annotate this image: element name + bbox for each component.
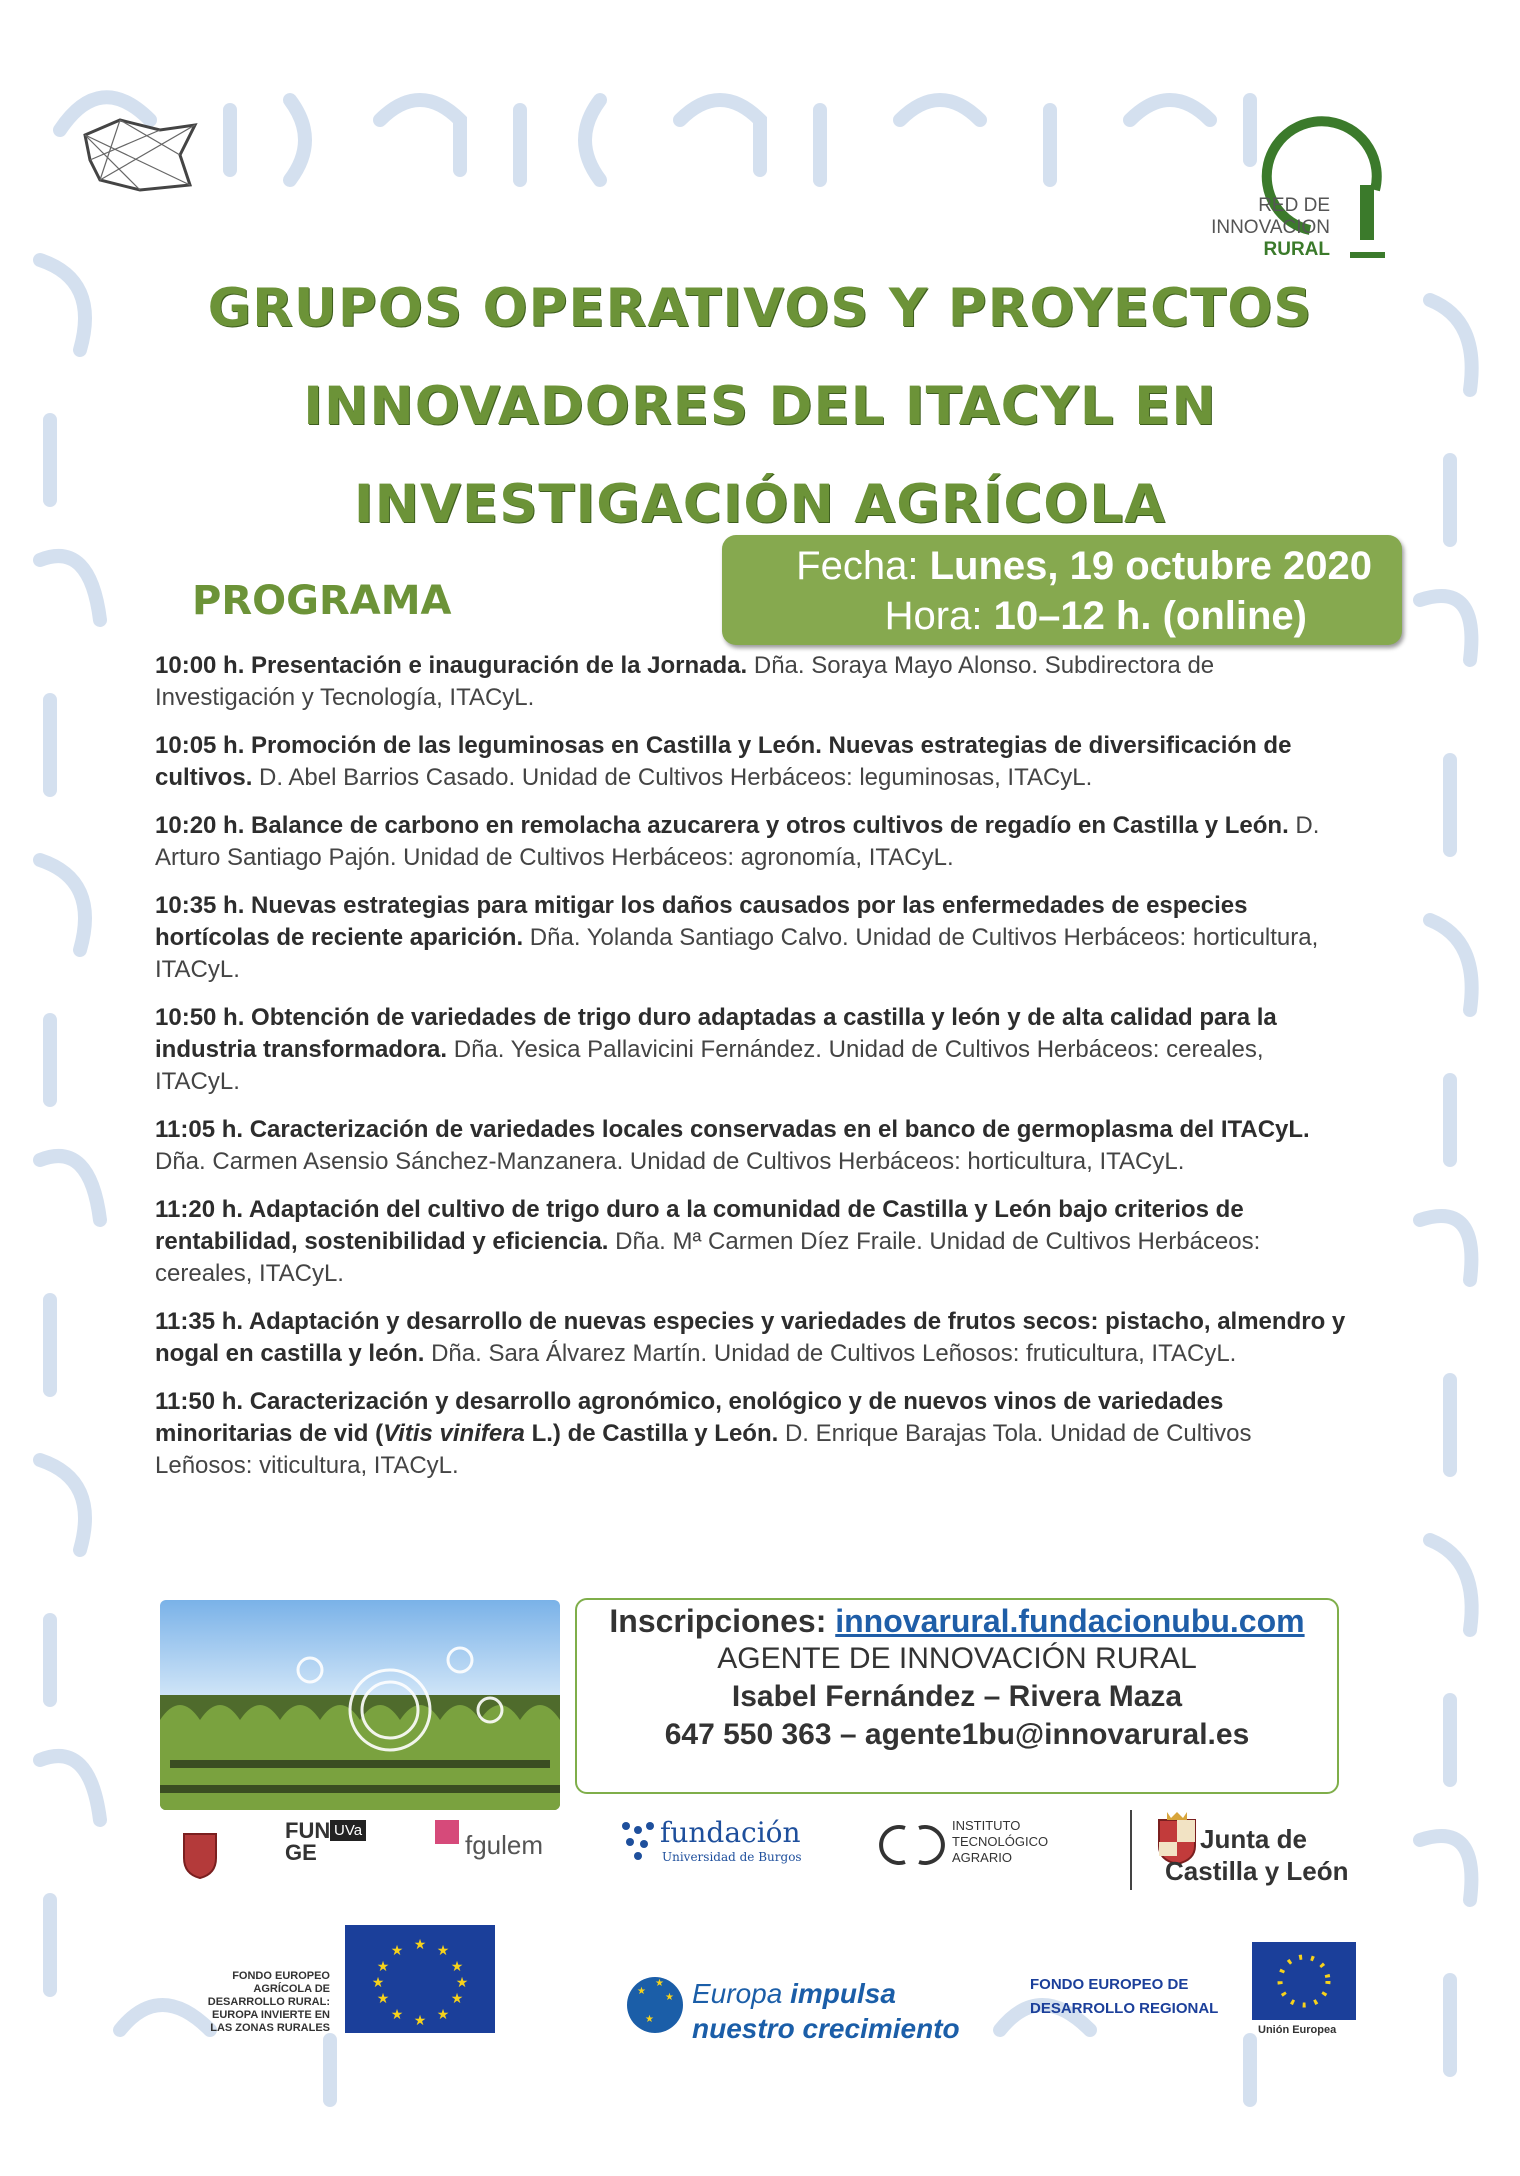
program-item <box>155 810 1355 874</box>
program-item-last <box>155 1386 1355 1482</box>
time-label: Hora: <box>884 594 983 638</box>
fundacion-dots-icon <box>620 1820 656 1860</box>
svg-text:★: ★ <box>376 1958 390 1974</box>
svg-text:★: ★ <box>450 1990 464 2006</box>
impulsa-word: impulsa <box>790 1978 896 2009</box>
feader-line: AGRÍCOLA DE <box>253 1983 330 1995</box>
europa-word: Europa <box>692 1978 783 2009</box>
europa-line-1 <box>692 1978 896 2010</box>
agent-phone-email: 647 550 363 – agente1bu@innovarural.es <box>664 1718 1250 1751</box>
date-line <box>722 541 1402 591</box>
agent-name: Isabel Fernández – Rivera Maza <box>731 1680 1183 1713</box>
feader-line: LAS ZONAS RURALES <box>210 2022 330 2034</box>
agent-role: AGENTE DE INNOVACIÓN RURAL <box>717 1642 1197 1675</box>
item-title: 10:50 h. Obtención de variedades de trigo duro adaptadas a castilla y león y de alta calidad para la industria transformadora. <box>155 1004 1277 1063</box>
sponsor-logos <box>180 1810 1360 1920</box>
title-line-3: INVESTIGACIÓN AGRÍCOLA <box>353 474 1167 535</box>
time-line <box>722 591 1402 641</box>
fgulem-square-icon <box>435 1820 459 1844</box>
svg-text:★: ★ <box>665 1992 674 2003</box>
itacyl-line-2: TECNOLÓGICO <box>952 1834 1049 1849</box>
svg-text:★: ★ <box>371 1974 385 1990</box>
europa-impulsa-icon <box>625 1970 685 2040</box>
date-label: Fecha: <box>796 544 919 588</box>
funge-top: FUN <box>285 1818 331 1843</box>
eu-flag-icon <box>345 1925 495 2033</box>
uva-logo: UVa <box>330 1820 366 1841</box>
europa-line-2: nuestro crecimiento <box>692 2013 960 2044</box>
item-title: 10:00 h. Presentación e inauguración de la Jornada. <box>155 652 748 679</box>
program-item <box>155 730 1355 794</box>
svg-text:★: ★ <box>637 1986 646 1997</box>
item-title: 11:20 h. Adaptación del cultivo de trigo duro a la comunidad de Castilla y León bajo criterios de rentabilidad, sostenibilidad y eficiencia. <box>155 1196 1244 1255</box>
feader-line: FONDO EUROPEO <box>232 1970 330 1982</box>
registration-line <box>577 1602 1337 1640</box>
feder-line-1: FONDO EUROPEO DE <box>1030 1976 1189 1993</box>
university-seal-icon <box>180 1830 220 1880</box>
red-innovacion-rural-text <box>1211 195 1330 261</box>
program-item <box>155 1306 1355 1370</box>
junta-line-2: Castilla y León <box>1165 1856 1349 1886</box>
itacyl-line-1: INSTITUTO <box>952 1818 1021 1833</box>
title-line-2: INNOVADORES DEL ITACYL EN <box>303 376 1217 437</box>
item-title-italic: Vitis vinifera <box>383 1420 525 1447</box>
page-title <box>140 260 1380 554</box>
fundacion-logo: fundación <box>660 1816 801 1849</box>
programa-heading: PROGRAMA <box>192 578 452 624</box>
title-line-1: GRUPOS OPERATIVOS Y PROYECTOS <box>207 278 1313 339</box>
funge-bottom: GE <box>285 1840 317 1865</box>
red-line-3: RURAL <box>1263 239 1330 260</box>
svg-text:★: ★ <box>390 1942 404 1958</box>
item-title: 10:35 h. Nuevas estrategias para mitigar los daños causados por las enfermedades de especies hortícolas de reciente aparición. <box>155 892 1248 951</box>
item-speaker: D. Abel Barrios Casado. Unidad de Cultivos Herbáceos: leguminosas, ITACyL. <box>252 764 1093 791</box>
feader-line: DESARROLLO RURAL: <box>207 1996 330 2008</box>
svg-text:★: ★ <box>455 1974 469 1990</box>
program-item <box>155 650 1355 714</box>
fundacion-subtitle: Universidad de Burgos <box>662 1850 802 1864</box>
program-item <box>155 890 1355 986</box>
item-title: 10:20 h. Balance de carbono en remolacha azucarera y otros cultivos de regadío en Castilla y León. <box>155 812 1289 839</box>
date-time-box <box>722 535 1402 645</box>
item-speaker: Dña. Yolanda Santiago Calvo. Unidad de Cultivos Herbáceos: horticultura, ITACyL. <box>155 924 1319 983</box>
svg-text:★: ★ <box>655 1978 664 1989</box>
item-title-b: L.) de Castilla y León. <box>524 1420 779 1447</box>
red-line-2: INNOVACION <box>1211 217 1330 238</box>
itacyl-logo-icon <box>875 1820 945 1870</box>
svg-text:★: ★ <box>413 1936 427 1952</box>
svg-text:★: ★ <box>450 1958 464 1974</box>
item-speaker: Dña. Yesica Pallavicini Fernández. Unidad de Cultivos Herbáceos: cereales, ITACyL. <box>155 1036 1264 1095</box>
feader-text <box>200 1970 330 2035</box>
item-title: 11:35 h. Adaptación y desarrollo de nuevas especies y variedades de frutos secos: pistacho, almendro y nogal en castilla y león. <box>155 1308 1346 1367</box>
program-list <box>155 650 1355 1498</box>
eu-funding-logos <box>200 1920 1380 2070</box>
itacyl-text <box>952 1818 1048 1866</box>
junta-line-1: Junta de <box>1200 1824 1307 1854</box>
feder-line-2: DESARROLLO REGIONAL <box>1030 2000 1219 2017</box>
item-title: 11:05 h. Caracterización de variedades locales conservadas en el banco de germoplasma del ITACyL. <box>155 1116 1310 1143</box>
eu-flag-icon <box>1252 1942 1356 2020</box>
svg-text:★: ★ <box>376 1990 390 2006</box>
program-item <box>155 1194 1355 1290</box>
item-speaker: Dña. Carmen Asensio Sánchez-Manzanera. Unidad de Cultivos Herbáceos: horticultura, ITACyL. <box>155 1148 1185 1175</box>
svg-text:★: ★ <box>413 2012 427 2028</box>
item-speaker: Dña. Soraya Mayo Alonso. Subdirectora de Investigación y Tecnología, ITACyL. <box>155 652 1215 711</box>
network-map-logo <box>80 115 200 195</box>
itacyl-line-3: AGRARIO <box>952 1850 1012 1865</box>
fgulem-logo: fgulem <box>465 1830 544 1860</box>
item-speaker: D. Arturo Santiago Pajón. Unidad de Cultivos Herbáceos: agronomía, ITACyL. <box>155 812 1320 871</box>
svg-text:★: ★ <box>390 2006 404 2022</box>
item-speaker: D. Enrique Barajas Tola. Unidad de Cultivos Leñosos: viticultura, ITACyL. <box>155 1420 1252 1479</box>
feader-line: EUROPA INVIERTE EN <box>212 2009 330 2021</box>
divider <box>1130 1810 1132 1890</box>
program-item <box>155 1002 1355 1098</box>
union-europea-label: Unión Europea <box>1258 2024 1337 2036</box>
funge-logo <box>285 1820 330 1864</box>
svg-text:★: ★ <box>645 2014 654 2025</box>
registration-label: Inscripciones: <box>609 1603 827 1639</box>
svg-text:★: ★ <box>436 2006 450 2022</box>
registration-box <box>575 1598 1339 1794</box>
item-speaker: Dña. Sara Álvarez Martín. Unidad de Cultivos Leñosos: fruticultura, ITACyL. <box>424 1340 1237 1367</box>
red-line-1: RED DE <box>1258 195 1330 216</box>
program-item <box>155 1114 1355 1178</box>
registration-link[interactable]: innovarural.fundacionubu.com <box>835 1603 1305 1639</box>
item-speaker: Dña. Mª Carmen Díez Fraile. Unidad de Cultivos Herbáceos: cereales, ITACyL. <box>155 1228 1261 1287</box>
item-title-a: 11:50 h. Caracterización y desarrollo agronómico, enológico y de nuevos vinos de variedades minoritarias de vid ( <box>155 1388 1224 1447</box>
date-value: Lunes, 19 octubre 2020 <box>929 544 1372 588</box>
time-value: 10–12 h. (online) <box>993 594 1307 638</box>
crop-field-photo <box>160 1600 560 1810</box>
item-title: 10:05 h. Promoción de las leguminosas en Castilla y León. Nuevas estrategias de diversificación de cultivos. <box>155 732 1292 791</box>
svg-text:★: ★ <box>436 1942 450 1958</box>
